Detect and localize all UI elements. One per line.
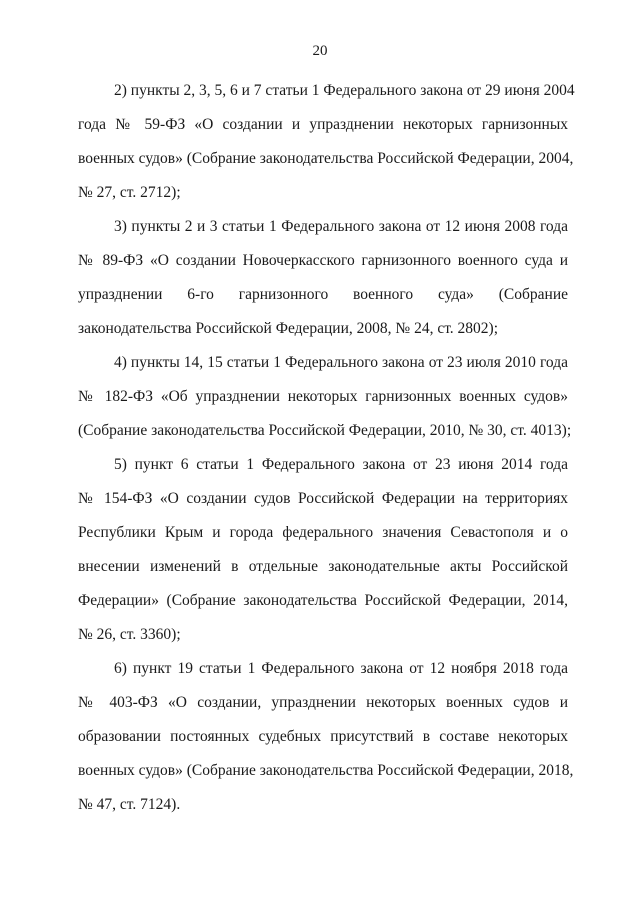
text-line: 6) пункт 19 статьи 1 Федерального закона от 12 ноября 2018 года	[114, 660, 568, 677]
text-line: № 403-ФЗ «О создании, упразднении некоторых военных судов и	[78, 694, 568, 711]
text-line: военных судов» (Собрание законодательства Российской Федерации, 2004,	[78, 150, 574, 167]
text-line: года № 59-ФЗ «О создании и упразднении некоторых гарнизонных	[78, 116, 568, 133]
text-line: образовании постоянных судебных присутствий в составе некоторых	[78, 728, 568, 745]
text-line: № 27, ст. 2712);	[78, 184, 181, 201]
text-line: законодательства Российской Федерации, 2008, № 24, ст. 2802);	[78, 320, 499, 337]
page-number: 20	[312, 43, 328, 59]
text-line: 3) пункты 2 и 3 статьи 1 Федерального закона от 12 июня 2008 года	[114, 218, 568, 235]
text-line: военных судов» (Собрание законодательства Российской Федерации, 2018,	[78, 762, 574, 779]
text-line: № 47, ст. 7124).	[78, 796, 181, 813]
text-line: Федерации» (Собрание законодательства Российской Федерации, 2014,	[78, 592, 568, 609]
text-line: 2) пункты 2, 3, 5, 6 и 7 статьи 1 Федерального закона от 29 июня 2004	[114, 82, 575, 99]
text-line: (Собрание законодательства Российской Федерации, 2010, № 30, ст. 4013);	[78, 422, 572, 439]
text-line: Республики Крым и города федерального значения Севастополя и о	[78, 524, 568, 541]
text-line: № 26, ст. 3360);	[78, 626, 181, 643]
text-line: упразднении 6-го гарнизонного военного суда» (Собрание	[78, 286, 568, 303]
text-line: 5) пункт 6 статьи 1 Федерального закона от 23 июня 2014 года	[114, 456, 568, 473]
text-line: 4) пункты 14, 15 статьи 1 Федерального закона от 23 июля 2010 года	[114, 354, 568, 371]
text-line: внесении изменений в отдельные законодательные акты Российской	[78, 558, 568, 575]
text-line: № 154-ФЗ «О создании судов Российской Федерации на территориях	[78, 490, 568, 507]
text-line: № 89-ФЗ «О создании Новочеркасского гарнизонного военного суда и	[78, 252, 568, 269]
text-line: № 182-ФЗ «Об упразднении некоторых гарнизонных военных судов»	[78, 388, 568, 405]
